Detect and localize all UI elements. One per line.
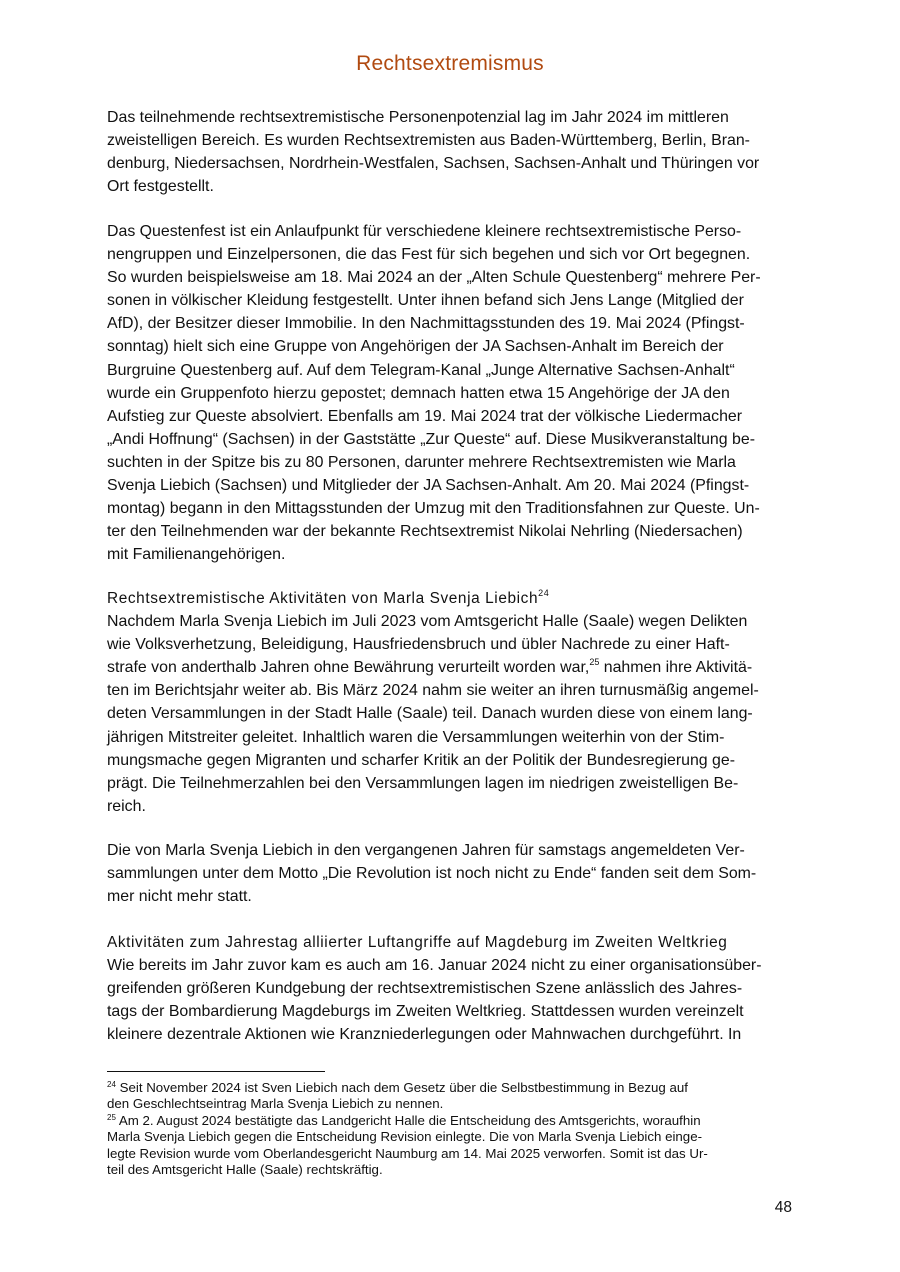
section-magdeburg xyxy=(107,931,797,1046)
text-line: sonen in völkischer Kleidung festgestellt. Unter ihnen befand sich Jens Lange (Mitglied der xyxy=(107,292,744,310)
footnote-separator xyxy=(107,1071,325,1072)
footnotes xyxy=(107,1080,797,1178)
text-line: Ort festgestellt. xyxy=(107,178,214,196)
footnote-24: $^{24}$ Seit November 2024 ist Sven Liebich nach dem Gesetz über die Selbstbestimmung in Bezug auf den Geschlechtseintrag Marla Svenja Liebich zu nennen. xyxy=(107,1080,688,1112)
text-line: Das Questenfest ist ein Anlaufpunkt für verschiedene kleinere rechtsextremistische Perso- xyxy=(107,223,742,240)
text-line: Das teilnehmende rechtsextremistische Personenpotenzial lag im Jahr 2024 im mittleren xyxy=(107,109,729,126)
text-line: sonntag) hielt sich eine Gruppe von Angehörigen der JA Sachsen-Anhalt im Bereich der xyxy=(107,338,724,356)
text-line: greifenden größeren Kundgebung der rechtsextremistischen Szene anlässlich des Jahres- xyxy=(107,980,743,998)
text-line: tags der Bombardierung Magdeburgs im Zweiten Weltkrieg. Stattdessen wurden vereinzelt xyxy=(107,1003,744,1021)
paragraph-2 xyxy=(107,220,797,566)
text-line: strafe von anderthalb Jahren ohne Bewährung verurteilt worden war,$^{25}$ nahmen ihre Aktivitä- xyxy=(107,657,753,677)
footnote-ref-25: 25 xyxy=(589,657,600,668)
text-line: nengruppen und Einzelpersonen, die das Fest für sich begehen und sich vor Ort begegnen. xyxy=(107,246,751,264)
text-line: Die von Marla Svenja Liebich in den vergangenen Jahren für samstags angemeldeten Ver- xyxy=(107,842,745,859)
text-line: AfD), der Besitzer dieser Immobilie. In den Nachmittagsstunden des 19. Mai 2024 (Pfingst- xyxy=(107,315,745,333)
text-line: reich. xyxy=(107,797,146,815)
text-line: Nachdem Marla Svenja Liebich im Juli 2023 vom Amtsgericht Halle (Saale) wegen Delikten xyxy=(107,613,748,631)
paragraph-1 xyxy=(107,106,797,198)
text-line: ten im Berichtsjahr weiter ab. Bis März 2024 nahm sie weiter an ihren turnusmäßig angemel- xyxy=(107,682,759,700)
text-line: Svenja Liebich (Sachsen) und Mitglieder der JA Sachsen-Anhalt. Am 20. Mai 2024 (Pfingst- xyxy=(107,477,750,495)
section-heading-liebich xyxy=(107,587,797,610)
text-line: mungsmache gegen Migranten und scharfer Kritik an der Politik der Bundesregierung ge- xyxy=(107,751,736,769)
text-line: wie Volksverhetzung, Beleidigung, Hausfriedensbruch und übler Nachrede zu einer Haft- xyxy=(107,636,730,654)
section-liebich xyxy=(107,587,797,818)
text-line: prägt. Die Teilnehmerzahlen bei den Versammlungen lagen im niedrigen zweistelligen Be- xyxy=(107,774,739,792)
text-line: montag) begann in den Mittagsstunden der Umzug mit den Traditionsfahnen zur Queste. Un- xyxy=(107,500,760,518)
text-line: „Andi Hoffnung“ (Sachsen) in der Gaststätte „Zur Queste“ auf. Diese Musikveranstaltung be- xyxy=(107,430,755,448)
section-heading-text: Rechtsextremistische Aktivitäten von Marla Svenja Liebich xyxy=(107,590,539,607)
footnote-number: 24 xyxy=(107,1080,116,1089)
text-line: kleinere dezentrale Aktionen wie Kranzniederlegungen oder Mahnwachen durchgeführt. In xyxy=(107,1026,742,1044)
text-line: jährigen Mitstreiter geleitet. Inhaltlich waren die Versammlungen weiterhin von der Stim- xyxy=(107,728,725,746)
text-line: ter den Teilnehmenden war der bekannte Rechtsextremist Nikolai Nehrling (Niedersachen) xyxy=(107,523,743,541)
text-line: zweistelligen Bereich. Es wurden Rechtsextremisten aus Baden-Württemberg, Berlin, Bran- xyxy=(107,132,750,150)
text-line: Wie bereits im Jahr zuvor kam es auch am 16. Januar 2024 nicht zu einer organisationsüber- xyxy=(107,957,762,975)
text-line: Aufstieg zur Queste absolviert. Ebenfalls am 19. Mai 2024 trat der völkische Liedermacher xyxy=(107,407,743,425)
page-number: 48 xyxy=(774,1199,792,1216)
text-line: wurde ein Gruppenfoto hierzu gepostet; demnach hatten etwa 15 Angehörige der JA den xyxy=(107,384,730,402)
text-line: So wurden beispielsweise am 18. Mai 2024 an der „Alten Schule Questenberg“ mehrere Per- xyxy=(107,269,761,287)
text-line: mit Familienangehörigen. xyxy=(107,546,286,564)
section-heading-magdeburg: Aktivitäten zum Jahrestag alliierter Luftangriffe auf Magdeburg im Zweiten Weltkrieg xyxy=(107,934,728,951)
text-line: suchten in der Spitze bis zu 80 Personen, darunter mehrere Rechtsextremisten wie Marla xyxy=(107,453,736,471)
running-header: Rechtsextremismus xyxy=(356,52,544,75)
paragraph-4 xyxy=(107,839,797,908)
text-line: denburg, Niedersachsen, Nordrhein-Westfalen, Sachsen, Sachsen-Anhalt und Thüringen vor xyxy=(107,155,760,173)
text-line: mer nicht mehr statt. xyxy=(107,888,252,906)
text-line: deten Versammlungen in der Stadt Halle (Saale) teil. Danach wurden diese von einem lang- xyxy=(107,705,753,723)
text-line: Burgruine Questenberg auf. Auf dem Telegram-Kanal „Junge Alternative Sachsen-Anhalt“ xyxy=(107,361,735,379)
footnote-number: 25 xyxy=(107,1112,116,1122)
footnote-ref-24: 24 xyxy=(538,588,550,598)
text-line: sammlungen unter dem Motto „Die Revolution ist noch nicht zu Ende“ fanden seit dem Som- xyxy=(107,865,757,883)
footnote-25: $^{25}$ Am 2. August 2024 bestätigte das Landgericht Halle die Entscheidung des Amtsgerichts, woraufhin Marla Svenja Liebich gegen die Entscheidung Revision einlegte. Die von Marla Svenja Liebich einge- legte Revision wurde vom Oberlandesgericht Naumburg am 14. Mai 2025 verworfen. Somit ist das Ur- teil des Amtsgericht Halle (Saale) rechtskräftig. xyxy=(107,1112,708,1178)
